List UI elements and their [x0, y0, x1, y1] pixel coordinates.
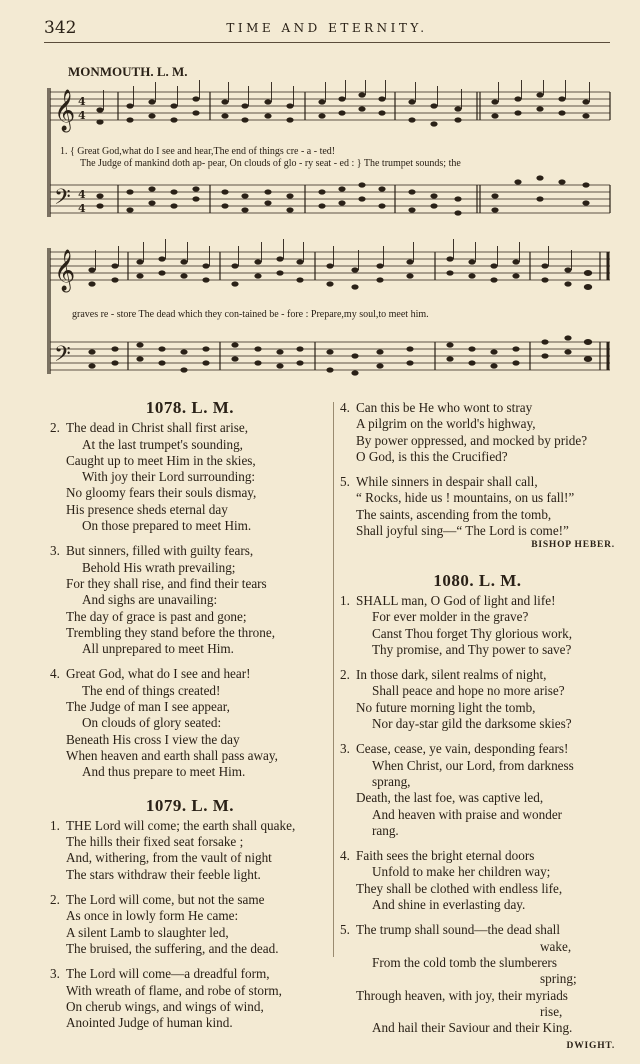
tune-name: MONMOUTH. L. M.: [68, 64, 188, 79]
hymn-1078-verse-4-cont: [340, 400, 615, 465]
system-2-bass-staff: [50, 342, 610, 370]
clefs: [54, 89, 86, 372]
verse-line: And hail their Saviour and their King.: [372, 1020, 573, 1036]
verse-line: Nor day-star gild the darksome skies?: [372, 716, 572, 732]
verse-line: Thy promise, and Thy power to save?: [372, 641, 572, 657]
music-score: [40, 80, 615, 385]
verse-line: And shine in everlasting day.: [372, 897, 526, 913]
verse-line: With joy their Lord surrounding:: [82, 469, 256, 485]
verse-line: On cherub wings, and wings of wind,: [66, 998, 264, 1014]
verse-line: Unfold to make her children way;: [372, 864, 551, 880]
verse-line: Beneath His cross I view the day: [66, 731, 240, 747]
verse-line: The saints, ascending from the tomb,: [356, 506, 552, 522]
verse-line: Shall joyful sing—“ The Lord is come!”: [356, 523, 569, 539]
time-signature-bass-top: 4: [78, 188, 86, 201]
hymn-1080-verse-5: [340, 922, 615, 1054]
verse-line: No gloomy fears their souls dismay,: [66, 485, 257, 501]
system-1-treble-staff: [50, 92, 610, 120]
left-column: [50, 400, 330, 1040]
verse-line: O God, is this the Crucified?: [356, 448, 508, 464]
verse-line: sprang,: [372, 773, 411, 789]
verse-line: Behold His wrath prevailing;: [82, 559, 236, 575]
verse-line: And thus prepare to meet Him.: [82, 764, 246, 780]
tune-lyrics-line-3: graves re - store The dead which they con-tained be - fore : Prepare,my soul,to meet him.: [72, 309, 429, 320]
verse-line: As once in lowly form He came:: [66, 908, 239, 924]
treble-clef-icon-2: 𝄞: [54, 250, 76, 291]
verse-line: When Christ, our Lord, from darkness: [372, 757, 574, 773]
hymn-1080-verse-4: [340, 848, 615, 913]
header-rule: [44, 42, 610, 43]
verse-line: At the last trumpet's sounding,: [82, 436, 243, 452]
verse-line: By power oppressed, and mocked by pride?: [356, 432, 588, 448]
verse-line: SHALL man, O God of light and life!: [356, 592, 556, 608]
hymn-1078-verse-4: [50, 666, 330, 780]
verse-line: No future morning light the tomb,: [356, 699, 536, 715]
verse-line: rang.: [372, 822, 399, 838]
barlines: [48, 88, 610, 374]
verse-line: The end of things created!: [82, 682, 221, 698]
column-divider: [333, 402, 334, 957]
verse-line: A pilgrim on the world's highway,: [356, 416, 536, 432]
verse-line: Can this be He who wont to stray: [356, 400, 533, 415]
verse-line: On clouds of glory seated:: [82, 715, 222, 731]
verse-number: 5.: [340, 922, 350, 938]
system-1-bass-staff: [50, 185, 610, 213]
bass-clef-icon: 𝄢: [54, 185, 71, 215]
right-column: [340, 400, 615, 1064]
verse-line: The trump shall sound—the dead shall: [356, 922, 561, 938]
verse-line: The dead in Christ shall first arise,: [66, 420, 249, 436]
bass-clef-icon-2: 𝄢: [54, 342, 71, 372]
verse-line: Caught up to meet Him in the skies,: [66, 452, 256, 468]
verse-line: THE Lord will come; the earth shall quake,: [66, 817, 296, 833]
verse-line: All unprepared to meet Him.: [82, 641, 234, 657]
hymn-1078-verse-2: [50, 420, 330, 534]
note-stems: [96, 80, 590, 270]
verse-line: When heaven and earth shall pass away,: [66, 747, 278, 763]
verse-line: The hills their fixed seat forsake ;: [66, 834, 244, 850]
tune-lyrics-line-2: The Judge of mankind doth ap- pear, On clouds of glo - ry seat - ed : } The trumpet sounds; the: [80, 158, 461, 169]
verse-number: 2.: [50, 892, 60, 908]
verse-line: From the cold tomb the slumberers: [372, 954, 557, 970]
verse-line: Through heaven, with joy, their myriads: [356, 987, 568, 1003]
verse-line: Death, the last foe, was captive led,: [356, 790, 544, 806]
hymn-1080-verse-2: [340, 667, 615, 732]
hymn-1080-verse-3: [340, 741, 615, 839]
verse-line: Trembling they stand before the throne,: [66, 624, 276, 640]
verse-line: “ Rocks, hide us ! mountains, on us fall!”: [356, 490, 575, 506]
hymn-1079-verse-2: [50, 892, 330, 957]
time-signature-top: 4: [78, 95, 86, 108]
verse-line: His presence sheds eternal day: [66, 501, 228, 517]
verse-line: rise,: [540, 1003, 563, 1019]
verse-line: And heaven with praise and wonder: [372, 806, 563, 822]
verse-line: But sinners, filled with guilty fears,: [66, 543, 254, 559]
music-notation: [40, 80, 615, 385]
verse-number: 1.: [340, 592, 350, 608]
verse-line: The Lord will come—a dreadful form,: [66, 966, 270, 982]
verse-line: On those prepared to meet Him.: [82, 518, 252, 534]
verse-number: 3.: [340, 741, 350, 757]
hymn-1078-author: BISHOP HEBER.: [531, 540, 615, 551]
verse-line: Anointed Judge of human kind.: [66, 1015, 233, 1031]
time-signature-bass-bottom: 4: [78, 202, 86, 215]
verse-line: The stars withdraw their feeble light.: [66, 866, 261, 882]
hymn-1079-verse-1: [50, 818, 330, 883]
verse-line: With wreath of flame, and robe of storm,: [66, 982, 282, 998]
verse-line: Great God, what do I see and hear!: [66, 666, 251, 682]
hymn-1078-verse-5-cont: [340, 474, 615, 553]
verse-line: Faith sees the bright eternal doors: [356, 848, 535, 864]
verse-line: For they shall rise, and find their tears: [66, 575, 267, 591]
verse-line: The day of grace is past and gone;: [66, 608, 247, 624]
verse-number: 4.: [340, 400, 350, 415]
verse-line: A silent Lamb to slaughter led,: [66, 924, 229, 940]
verse-number: 4.: [340, 848, 350, 864]
verse-number: 2.: [50, 420, 60, 436]
verse-number: 3.: [50, 966, 60, 982]
hymn-1080-author: DWIGHT.: [566, 1041, 615, 1052]
verse-number: 3.: [50, 543, 60, 559]
verse-line: For ever molder in the grave?: [372, 609, 529, 625]
verse-line: In those dark, silent realms of night,: [356, 667, 547, 683]
hymn-1079-title: 1079. L. M.: [145, 795, 235, 815]
verse-line: Canst Thou forget Thy glorious work,: [372, 625, 573, 641]
verse-line: wake,: [540, 938, 572, 954]
verse-number: 1.: [50, 817, 60, 833]
running-title: TIME AND ETERNITY.: [226, 21, 428, 35]
verse-line: The Lord will come, but not the same: [66, 892, 265, 908]
hymn-1080-verse-1: [340, 593, 615, 658]
verse-line: The bruised, the suffering, and the dead.: [66, 940, 279, 956]
verse-number: 2.: [340, 667, 350, 683]
verse-line: While sinners in despair shall call,: [356, 474, 538, 490]
treble-clef-icon: 𝄞: [54, 90, 76, 131]
page-header: [44, 18, 610, 40]
hymn-1080-title: 1080. L. M.: [433, 570, 522, 590]
verse-line: And, withering, from the vault of night: [66, 850, 272, 866]
hymn-1079-verse-3: [50, 966, 330, 1031]
verse-number: 4.: [50, 666, 60, 682]
hymn-1078-verse-3: [50, 543, 330, 657]
tune-lyrics-line-1: 1. { Great God,what do I see and hear,The end of things cre - a - ted!: [60, 146, 336, 157]
verse-line: spring;: [540, 971, 577, 987]
page-number: 342: [44, 18, 77, 38]
verse-line: Shall peace and hope no more arise?: [372, 683, 565, 699]
verse-line: The Judge of man I see appear,: [66, 699, 230, 715]
time-signature-bottom: 4: [78, 109, 86, 122]
hymn-1078-title: 1078. L. M.: [145, 398, 235, 417]
verse-number: 5.: [340, 474, 350, 490]
verse-line: And sighs are unavailing:: [82, 592, 218, 608]
verse-line: They shall be clothed with endless life,: [356, 880, 563, 896]
verse-line: Cease, cease, ye vain, desponding fears!: [356, 741, 569, 757]
